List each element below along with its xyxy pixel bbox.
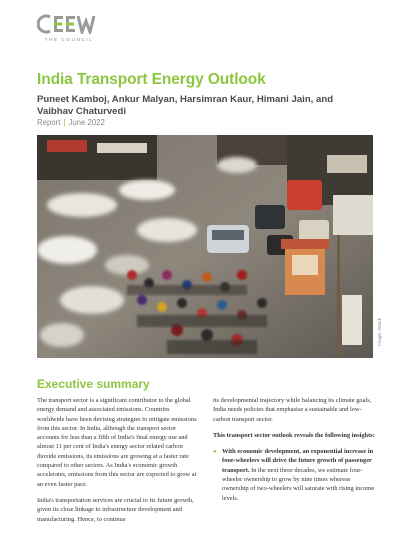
insight-bullet-text: In the next three decades, we estimate four-wheeler ownership to grow by nine times whereas ownership of two-wheelers will saturate with rising income levels. (222, 466, 375, 502)
ceew-wordmark (37, 13, 103, 35)
insights-lead: This transport sector outlook reveals the following insights: (213, 431, 375, 439)
report-meta (37, 118, 105, 127)
bullet-icon: ● (213, 449, 217, 456)
cover-photo-traffic (37, 135, 373, 358)
meta-separator: | (63, 118, 66, 127)
summary-left-column (37, 396, 198, 531)
ceew-logo (37, 13, 103, 42)
report-type: Report (37, 118, 61, 127)
insight-bullet (213, 447, 375, 503)
section-heading: Executive summary (37, 377, 150, 391)
summary-paragraph-3: its developmental trajectory while balancing its climate goals, India needs policies that emphasise a sustainable and low-carbon transport sector. (213, 397, 372, 423)
report-date: June 2022 (68, 118, 105, 127)
logo-subtitle: THE COUNCIL (44, 37, 94, 42)
photo-credit: Image: iStock (377, 318, 382, 346)
report-title: India Transport Energy Outlook (37, 71, 266, 88)
traffic-photo-icon (37, 135, 373, 358)
insight-bullet-strong: With economic development, an exponential increase in four-wheelers will drive the future growth of passenger transport. (222, 448, 374, 474)
report-authors: Puneet Kamboj, Ankur Malyan, Harsimran Kaur, Himani Jain, and Vaibhav Chaturvedi (37, 94, 334, 117)
summary-right-column (213, 396, 375, 510)
summary-paragraph-1: The transport sector is a significant contributor to the global energy demand and associated emissions. Countries worldwide have been devising strategies to mitigate emissions from this sector. In India, although the transport sector accounts for less than a fifth of India's final energy use and almost 11 per cent of India's energy sector related carbon dioxide emissions, its emissions are growing at a faster rate compared to other sectors. As India's economic growth accelerates, emissions from this sector are expected to grow at an even faster pace. (37, 397, 197, 488)
ceew-logo-icon (37, 14, 101, 34)
summary-paragraph-2: India's transportation services are crucial to its future growth, given its close linkage to infrastructure development and manufacturing. Hence, to continue (37, 496, 194, 523)
